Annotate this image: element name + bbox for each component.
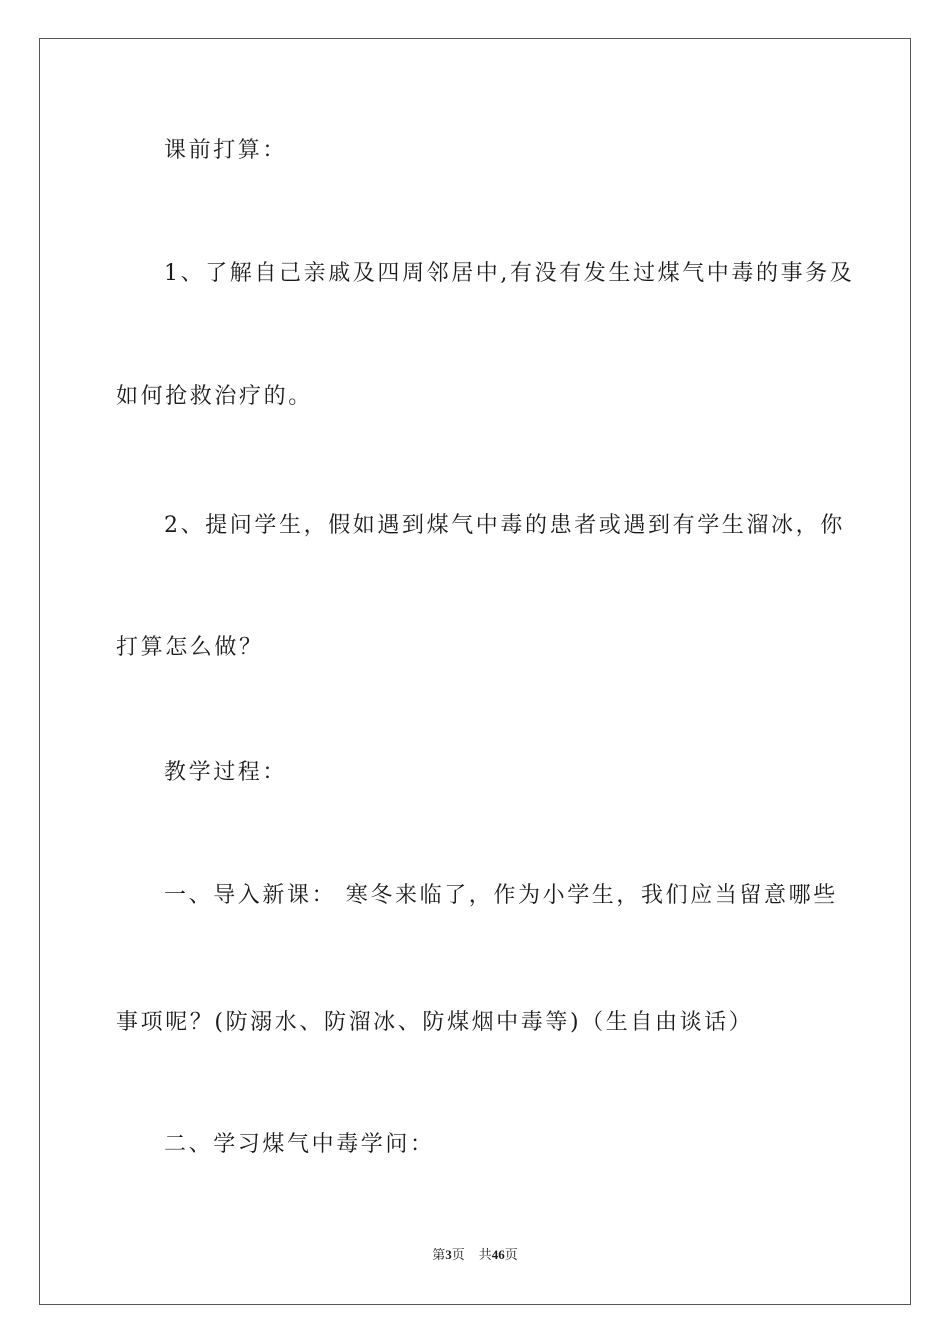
paragraph-prep-item-1-line-2: 如何抢救治疗的。 [116,384,313,409]
footer-total-pages: 46 [491,1247,505,1262]
footer-page-number: 3 [445,1247,452,1262]
paragraph-section-2-heading: 二、学习煤气中毒学问： [164,1132,435,1157]
paragraph-intro-line-1: 一、导入新课： 寒冬来临了，作为小学生，我们应当留意哪些 [164,883,838,908]
paragraph-prep-item-2-line-1: 2、提问学生，假如遇到煤气中毒的患者或遇到有学生溜冰，你 [164,513,845,538]
footer-total-prefix: 共 [478,1247,492,1262]
paragraph-prep-heading: 课前打算： [164,138,288,163]
footer-prefix: 第 [432,1247,446,1262]
page-footer [0,1246,950,1264]
page-border [39,38,911,1305]
footer-total-suffix: 页 [504,1247,518,1262]
paragraph-prep-item-1-line-1: 1、了解自己亲戚及四周邻居中,有没有发生过煤气中毒的事务及 [164,261,855,286]
paragraph-intro-line-2: 事项呢？(防溺水、防溜冰、防煤烟中毒等)（生自由谈话） [116,1010,754,1035]
paragraph-process-heading: 教学过程： [164,760,288,785]
paragraph-prep-item-2-line-2: 打算怎么做？ [116,635,264,660]
footer-page-suffix: 页 [451,1247,465,1262]
